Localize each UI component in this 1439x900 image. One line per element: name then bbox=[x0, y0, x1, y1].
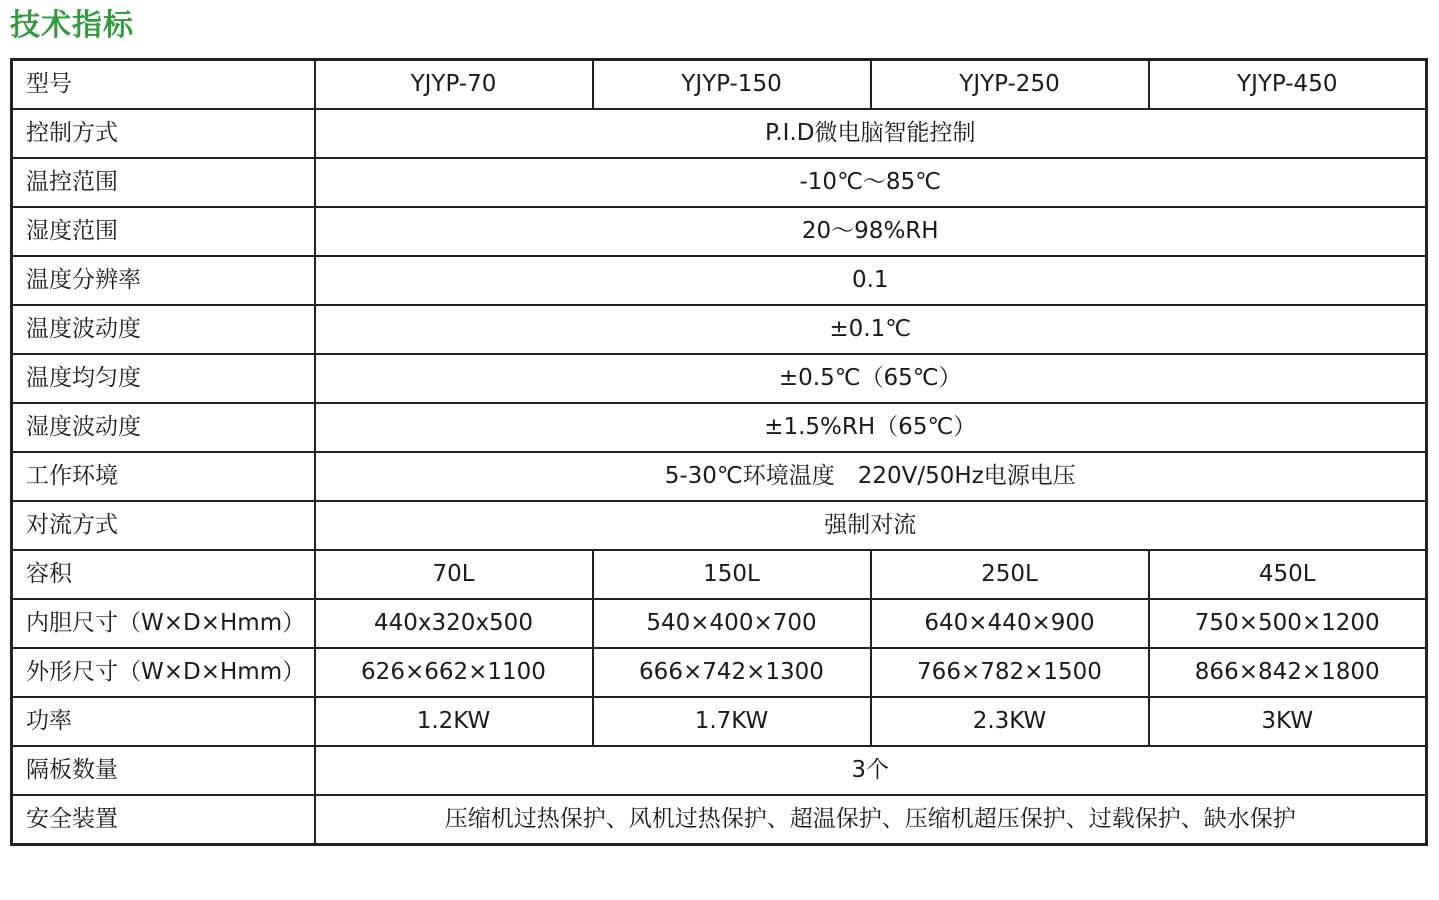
row-cell: 2.3KW bbox=[871, 697, 1149, 746]
row-value: 0.1 bbox=[315, 256, 1427, 305]
row-value: 3个 bbox=[315, 746, 1427, 795]
table-row bbox=[12, 550, 1427, 599]
row-label: 容积 bbox=[12, 550, 315, 599]
table-row bbox=[12, 403, 1427, 452]
row-cell: 450L bbox=[1149, 550, 1427, 599]
row-value: ±1.5%RH（65℃） bbox=[315, 403, 1427, 452]
header-row bbox=[12, 60, 1427, 110]
table-row bbox=[12, 207, 1427, 256]
model-name: YJYP-150 bbox=[593, 60, 871, 110]
row-label: 工作环境 bbox=[12, 452, 315, 501]
row-label: 湿度波动度 bbox=[12, 403, 315, 452]
row-label: 内胆尺寸（W×D×Hmm） bbox=[12, 599, 315, 648]
row-cell: 750×500×1200 bbox=[1149, 599, 1427, 648]
header-label: 型号 bbox=[12, 60, 315, 110]
row-label: 隔板数量 bbox=[12, 746, 315, 795]
model-name: YJYP-70 bbox=[315, 60, 593, 110]
table-row bbox=[12, 452, 1427, 501]
row-label: 外形尺寸（W×D×Hmm） bbox=[12, 648, 315, 697]
row-cell: 1.7KW bbox=[593, 697, 871, 746]
row-cell: 440x320x500 bbox=[315, 599, 593, 648]
row-cell: 626×662×1100 bbox=[315, 648, 593, 697]
row-cell: 3KW bbox=[1149, 697, 1427, 746]
row-value: -10℃～85℃ bbox=[315, 158, 1427, 207]
table-row bbox=[12, 697, 1427, 746]
row-cell: 640×440×900 bbox=[871, 599, 1149, 648]
row-value: 强制对流 bbox=[315, 501, 1427, 550]
row-cell: 70L bbox=[315, 550, 593, 599]
row-value: P.I.D微电脑智能控制 bbox=[315, 109, 1427, 158]
row-label: 温度分辨率 bbox=[12, 256, 315, 305]
row-label: 温控范围 bbox=[12, 158, 315, 207]
row-label: 功率 bbox=[12, 697, 315, 746]
row-cell: 866×842×1800 bbox=[1149, 648, 1427, 697]
model-name: YJYP-450 bbox=[1149, 60, 1427, 110]
row-value: ±0.5℃（65℃） bbox=[315, 354, 1427, 403]
table-row bbox=[12, 795, 1427, 845]
table-row bbox=[12, 746, 1427, 795]
row-value: 5-30℃环境温度 220V/50Hz电源电压 bbox=[315, 452, 1427, 501]
row-cell: 150L bbox=[593, 550, 871, 599]
table-row bbox=[12, 354, 1427, 403]
row-cell: 540×400×700 bbox=[593, 599, 871, 648]
row-label: 湿度范围 bbox=[12, 207, 315, 256]
table-row bbox=[12, 599, 1427, 648]
row-label: 温度均匀度 bbox=[12, 354, 315, 403]
row-cell: 1.2KW bbox=[315, 697, 593, 746]
table-row bbox=[12, 158, 1427, 207]
row-cell: 666×742×1300 bbox=[593, 648, 871, 697]
table-row bbox=[12, 648, 1427, 697]
row-cell: 250L bbox=[871, 550, 1149, 599]
row-value: 压缩机过热保护、风机过热保护、超温保护、压缩机超压保护、过载保护、缺水保护 bbox=[315, 795, 1427, 845]
row-label: 安全装置 bbox=[12, 795, 315, 845]
page-title: 技术指标 bbox=[10, 8, 134, 43]
row-label: 温度波动度 bbox=[12, 305, 315, 354]
table-row bbox=[12, 256, 1427, 305]
row-label: 控制方式 bbox=[12, 109, 315, 158]
table-row bbox=[12, 305, 1427, 354]
table-row bbox=[12, 109, 1427, 158]
row-cell: 766×782×1500 bbox=[871, 648, 1149, 697]
row-label: 对流方式 bbox=[12, 501, 315, 550]
row-value: ±0.1℃ bbox=[315, 305, 1427, 354]
model-name: YJYP-250 bbox=[871, 60, 1149, 110]
row-value: 20～98%RH bbox=[315, 207, 1427, 256]
spec-table bbox=[10, 58, 1428, 846]
table-row bbox=[12, 501, 1427, 550]
